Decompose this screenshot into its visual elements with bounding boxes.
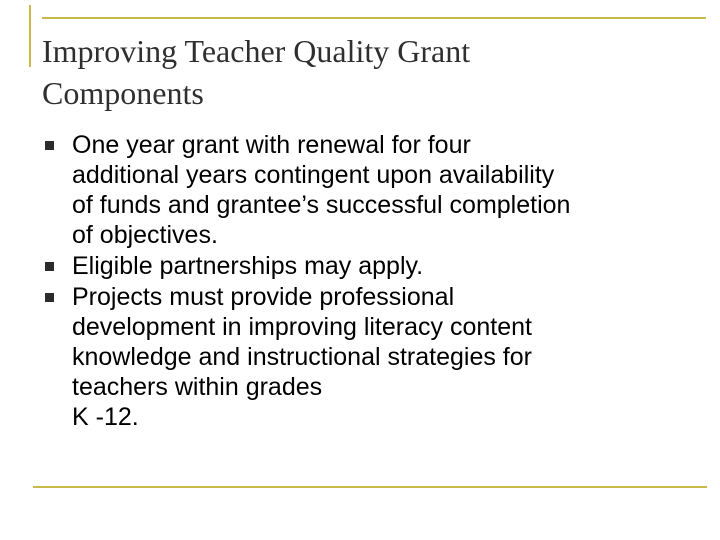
slide-title bbox=[42, 30, 682, 114]
square-bullet-icon bbox=[45, 262, 54, 271]
bullet-line: One year grant with renewal for four bbox=[72, 131, 471, 159]
bullet-line: of objectives. bbox=[72, 221, 218, 249]
bullet-line: Eligible partnerships may apply. bbox=[72, 252, 424, 280]
bullet-text bbox=[72, 130, 685, 250]
slide-title-line-1: Improving Teacher Quality Grant bbox=[42, 33, 471, 69]
left-accent-line bbox=[29, 5, 31, 67]
bullet-line: K -12. bbox=[72, 403, 139, 431]
bullet-text bbox=[72, 251, 685, 281]
bullet-line: of funds and grantee’s successful completion bbox=[72, 191, 571, 219]
bullet-item-grant-term bbox=[45, 130, 685, 250]
bullet-line: development in improving literacy content bbox=[72, 313, 532, 341]
bullet-line: additional years contingent upon availability bbox=[72, 161, 555, 189]
bullet-text bbox=[72, 282, 685, 432]
bullet-item-projects bbox=[45, 282, 685, 432]
square-bullet-icon bbox=[45, 293, 54, 302]
bottom-accent-line bbox=[33, 486, 707, 488]
square-bullet-icon bbox=[45, 141, 54, 150]
slide-title-line-2: Components bbox=[42, 75, 204, 111]
bullet-line: Projects must provide professional bbox=[72, 283, 455, 311]
bullet-list bbox=[45, 130, 685, 433]
bullet-line: teachers within grades bbox=[72, 373, 323, 401]
top-accent-line bbox=[42, 17, 706, 19]
bullet-item-eligibility bbox=[45, 251, 685, 281]
bullet-line: knowledge and instructional strategies for bbox=[72, 343, 532, 371]
